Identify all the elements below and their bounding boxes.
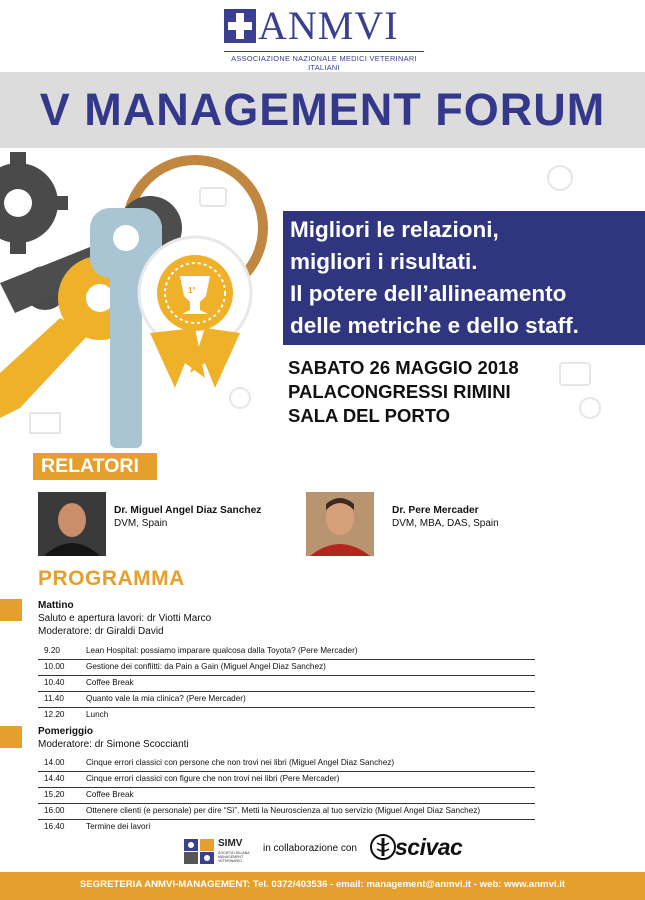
row-time: 16.00 bbox=[44, 806, 65, 815]
table-row bbox=[38, 772, 535, 788]
mattino-side-bar bbox=[0, 599, 22, 621]
mattino-intro-2: Moderatore: dr Giraldi David bbox=[38, 626, 164, 637]
tagline-line-4: delle metriche e dello staff. bbox=[290, 313, 579, 338]
scivac-caduceus-icon bbox=[370, 834, 396, 860]
event-info bbox=[288, 356, 519, 428]
row-time: 10.40 bbox=[44, 678, 65, 687]
row-time: 10.00 bbox=[44, 662, 65, 671]
event-room: SALA DEL PORTO bbox=[288, 405, 451, 426]
table-row bbox=[38, 708, 535, 724]
row-desc: Termine dei lavori bbox=[86, 822, 151, 831]
table-row bbox=[38, 660, 535, 676]
row-desc: Coffee Break bbox=[86, 790, 134, 799]
pomeriggio-side-bar bbox=[0, 726, 22, 748]
tagline-line-3: Il potere dell’allineamento bbox=[290, 281, 567, 306]
row-desc: Cinque errori classici con persone che non trovi nei libri (Miguel Angel Diaz Sanchez) bbox=[86, 758, 395, 767]
simv-logo-icon bbox=[183, 837, 217, 865]
event-venue: PALACONGRESSI RIMINI bbox=[288, 381, 511, 402]
row-desc: Quanto vale la mia clinica? (Pere Mercader) bbox=[86, 694, 246, 703]
table-row bbox=[38, 788, 535, 804]
caduceus-cross-icon bbox=[224, 9, 256, 43]
row-time: 14.40 bbox=[44, 774, 65, 783]
table-row bbox=[38, 804, 535, 820]
row-desc: Coffee Break bbox=[86, 678, 134, 687]
row-desc: Cinque errori classici con figure che non trovi nei libri (Pere Mercader) bbox=[86, 774, 340, 783]
row-desc: Gestione dei conflitti: da Pain a Gain (Miguel Angel Diaz Sanchez) bbox=[86, 662, 326, 671]
row-time: 12.20 bbox=[44, 710, 65, 719]
mattino-title: Mattino bbox=[38, 600, 74, 611]
pomeriggio-intro-1: Moderatore: dr Simone Scoccianti bbox=[38, 739, 189, 750]
row-time: 11.40 bbox=[44, 694, 64, 703]
pomeriggio-schedule bbox=[38, 756, 535, 836]
tagline-line-2: migliori i risultati. bbox=[290, 249, 478, 274]
row-time: 16.40 bbox=[44, 822, 65, 831]
page-title: V MANAGEMENT FORUM bbox=[39, 84, 606, 135]
simv-name: SIMV bbox=[218, 838, 243, 849]
row-desc: Lunch bbox=[86, 710, 109, 719]
relatori-heading: RELATORI bbox=[41, 455, 139, 477]
speaker-name-2: Dr. Pere Mercader bbox=[392, 505, 479, 516]
table-row bbox=[38, 756, 535, 772]
row-time: 15.20 bbox=[44, 790, 65, 799]
speaker-photo-diaz-sanchez bbox=[38, 492, 106, 556]
speaker-title-2: DVM, MBA, DAS, Spain bbox=[392, 518, 499, 529]
table-row bbox=[38, 644, 535, 660]
simv-subtitle: SOCIETÀ ITALIANA MANAGEMENT VETERINARIO bbox=[218, 851, 250, 863]
row-time: 9.20 bbox=[44, 646, 60, 655]
scivac-logo-text: scivac bbox=[395, 834, 463, 860]
event-date: SABATO 26 MAGGIO 2018 bbox=[288, 357, 519, 378]
row-time: 14.00 bbox=[44, 758, 65, 767]
tagline-line-1: Migliori le relazioni, bbox=[290, 217, 499, 242]
table-row bbox=[38, 676, 535, 692]
speaker-name-1: Dr. Miguel Angel Diaz Sanchez bbox=[114, 505, 262, 516]
row-desc: Ottenere clienti (e personale) per dire “Sì”. Metti la Neuroscienza al tuo servizio (Miguel Angel Diaz Sanchez) bbox=[86, 806, 481, 815]
speaker-photo-mercader bbox=[306, 492, 374, 556]
programma-heading: PROGRAMMA bbox=[38, 567, 185, 590]
row-desc: Lean Hospital: possiamo imparare qualcosa dalla Toyota? (Pere Mercader) bbox=[86, 646, 358, 655]
pomeriggio-title: Pomeriggio bbox=[38, 726, 94, 737]
logo-text: ANMVI bbox=[258, 3, 399, 48]
table-row bbox=[38, 692, 535, 708]
collaboration-text: in collaborazione con bbox=[263, 843, 357, 854]
award-badge-label: 1° bbox=[188, 286, 196, 295]
logo-subtitle: ASSOCIAZIONE NAZIONALE MEDICI VETERINARI ITALIANI bbox=[224, 51, 424, 72]
footer-contact: SEGRETERIA ANMVI-MANAGEMENT: Tel. 0372/403536 - email: management@anmvi.it - web: www.anmvi.it bbox=[79, 879, 566, 890]
mattino-intro-1: Saluto e apertura lavori: dr Viotti Marco bbox=[38, 613, 212, 624]
mattino-schedule bbox=[38, 644, 535, 724]
speaker-title-1: DVM, Spain bbox=[114, 518, 168, 529]
